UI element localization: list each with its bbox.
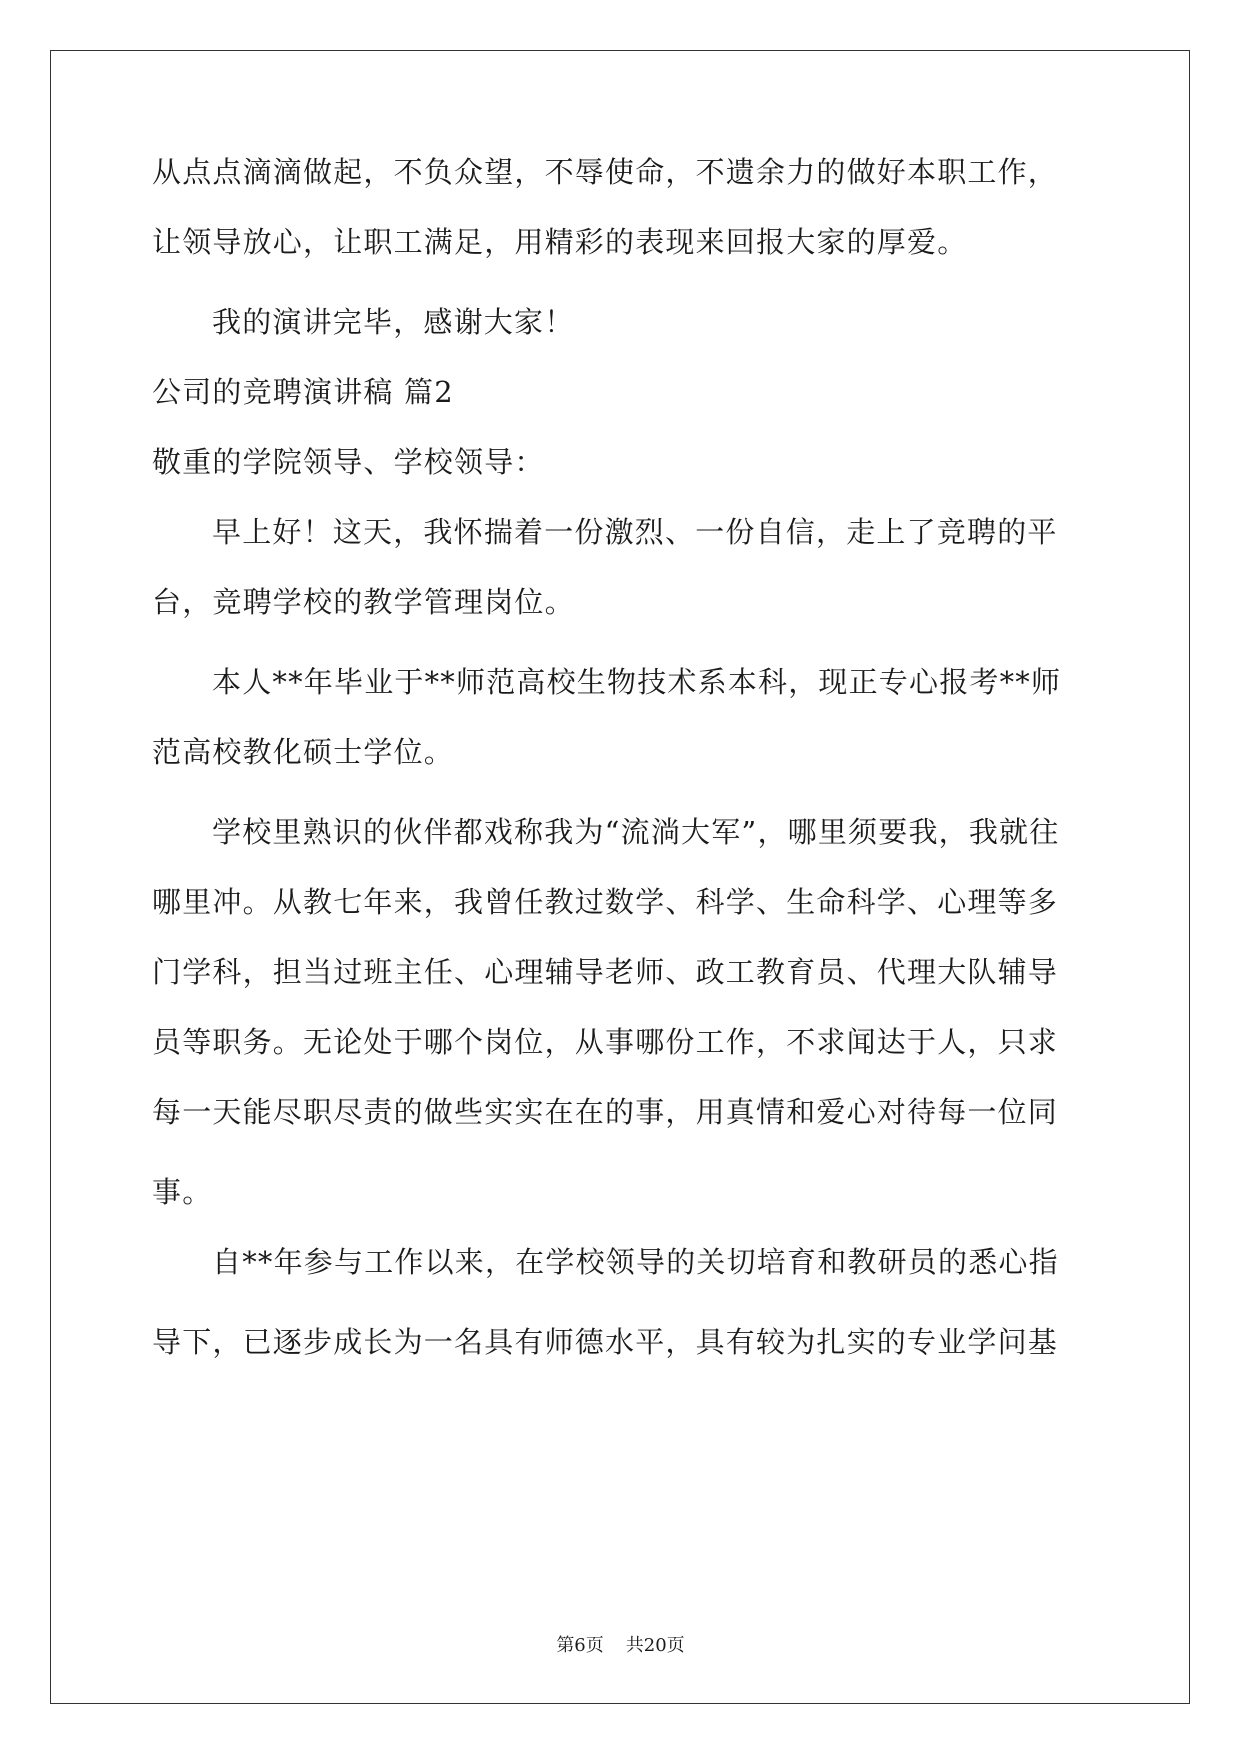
body-line: 早上好！这天，我怀揣着一份激烈、一份自信，走上了竞聘的平 <box>212 515 1058 549</box>
page-number: 第6页 <box>556 1635 604 1656</box>
body-line: 让领导放心，让职工满足，用精彩的表现来回报大家的厚爱。 <box>152 225 968 259</box>
salutation: 敬重的学院领导、学校领导： <box>152 445 545 479</box>
body-line: 导下，已逐步成长为一名具有师德水平，具有较为扎实的专业学问基 <box>152 1325 1059 1359</box>
page-border <box>50 50 1190 1704</box>
body-line: 事。 <box>152 1175 213 1209</box>
body-line: 从点点滴滴做起，不负众望，不辱使命，不遗余力的做好本职工作， <box>152 155 1059 189</box>
body-line: 哪里冲。从教七年来，我曾任教过数学、科学、生命科学、心理等多 <box>152 885 1059 919</box>
body-line: 员等职务。无论处于哪个岗位，从事哪份工作，不求闻达于人，只求 <box>152 1025 1059 1059</box>
body-line: 自**年参与工作以来，在学校领导的关切培育和教研员的悉心指 <box>212 1245 1059 1279</box>
body-line: 台，竞聘学校的教学管理岗位。 <box>152 585 575 619</box>
body-line: 范高校教化硕士学位。 <box>152 735 455 769</box>
body-line: 本人**年毕业于**师范高校生物技术系本科，现正专心报考**师 <box>212 665 1062 699</box>
body-line: 每一天能尽职尽责的做些实实在在的事，用真情和爱心对待每一位同 <box>152 1095 1059 1129</box>
body-line: 学校里熟识的伙伴都戏称我为“流淌大军”，哪里须要我，我就往 <box>212 815 1060 849</box>
page-footer <box>0 1634 1241 1658</box>
page-total: 共20页 <box>625 1635 685 1656</box>
body-line: 门学科，担当过班主任、心理辅导老师、政工教育员、代理大队辅导 <box>152 955 1059 989</box>
body-line: 我的演讲完毕，感谢大家！ <box>212 305 575 339</box>
section-heading: 公司的竞聘演讲稿 篇2 <box>152 375 454 409</box>
